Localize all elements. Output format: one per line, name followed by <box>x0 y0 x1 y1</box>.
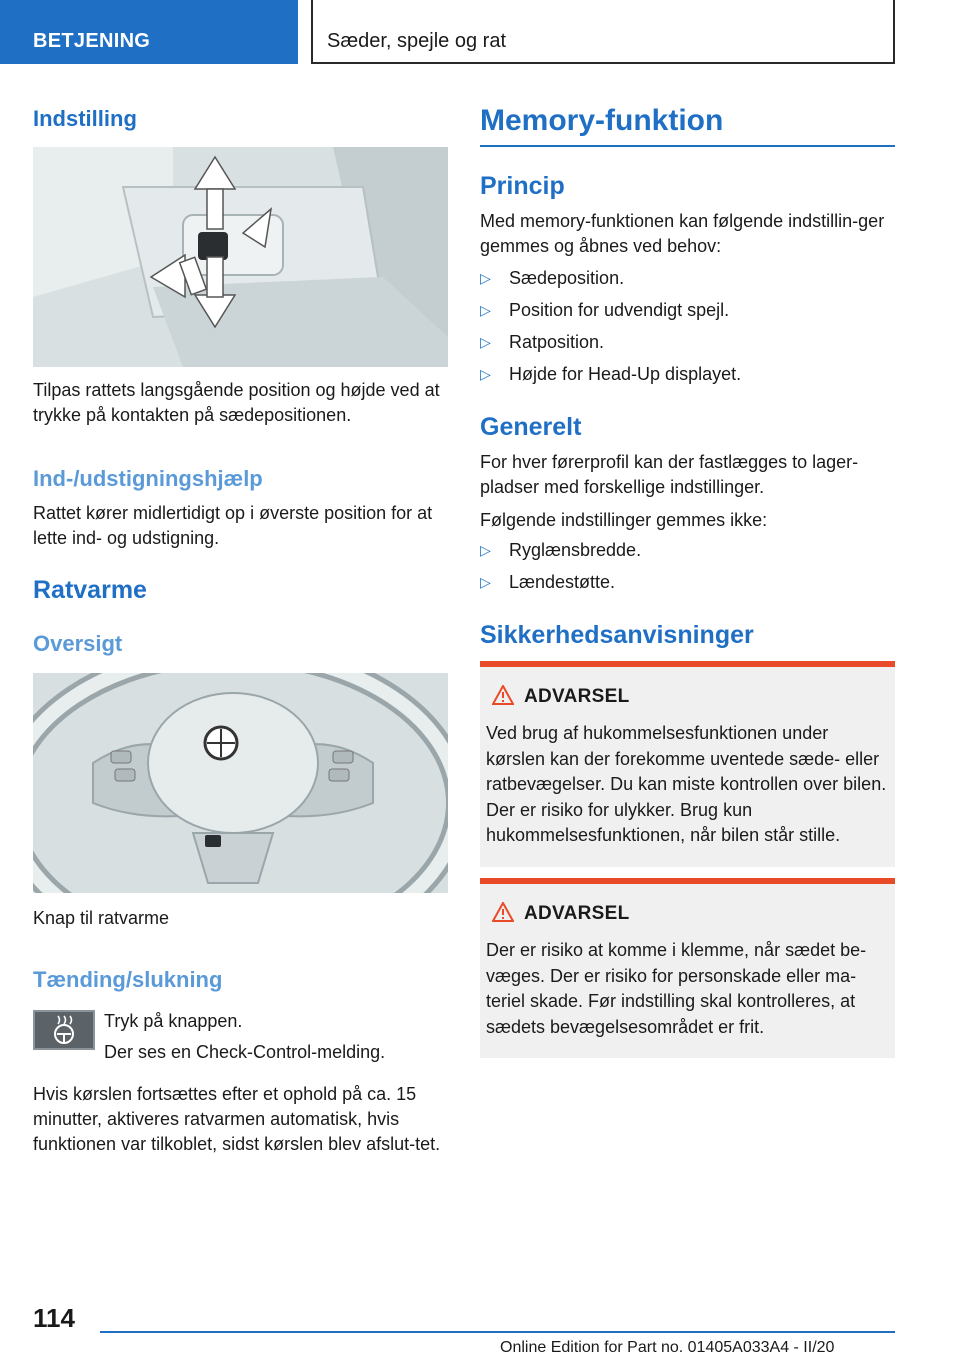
warning-title: ADVARSEL <box>492 685 630 708</box>
sikkerhed-heading: Sikkerhedsanvisninger <box>480 621 754 649</box>
warning-triangle-icon <box>492 902 514 922</box>
warning-box <box>480 878 895 1058</box>
taending-text: Hvis kørslen fortsættes efter et ophold på ca. 15 minutter, aktiveres ratvarmen automatisk, hvis funktionen var tilkoblet, sidst kørslen blev afslut-tet. <box>33 1084 441 1154</box>
steering-wheel-illustration <box>33 673 448 893</box>
oversigt-heading: Oversigt <box>33 631 123 656</box>
section-label: BETJENING <box>33 30 151 52</box>
list-item: ▷ Ryglænsbredde. <box>480 538 895 563</box>
list-item: ▷ Højde for Head-Up displayet. <box>480 362 895 387</box>
warning-title: ADVARSEL <box>492 902 630 925</box>
memory-heading: Memory-funktion <box>480 104 724 137</box>
steering-heat-icon <box>35 1012 93 1048</box>
generelt-text: For hver førerprofil kan der fastlægges to lager-pladser med forskellige indstillinger. <box>480 452 859 497</box>
taending-heading: Tænding/slukning <box>33 967 223 992</box>
ratvarme-heading: Ratvarme <box>33 576 147 604</box>
warning-box <box>480 661 895 867</box>
steering-adjust-photo <box>33 147 448 367</box>
triangle-bullet-icon: ▷ <box>480 302 491 318</box>
indstilling-heading: Indstilling <box>33 106 137 131</box>
triangle-bullet-icon: ▷ <box>480 366 491 382</box>
generelt-list <box>480 538 895 602</box>
footer-edition: Online Edition for Part no. 01405A033A4 - II/20 <box>500 1339 835 1356</box>
page-number: 114 <box>33 1303 75 1333</box>
triangle-bullet-icon: ▷ <box>480 334 491 350</box>
triangle-bullet-icon: ▷ <box>480 270 491 286</box>
chapter-label: Sæder, spejle og rat <box>327 30 506 52</box>
list-item: ▷ Ratposition. <box>480 330 895 355</box>
taending-step-1: Tryk på knappen. <box>104 1011 243 1031</box>
princip-heading: Princip <box>480 172 565 200</box>
indstilling-caption: Tilpas rattets langsgående position og højde ved at trykke på kontakten på sædepositionen. <box>33 380 440 425</box>
warning-triangle-icon <box>492 685 514 705</box>
generelt-text-2: Følgende indstillinger gemmes ikke: <box>480 510 768 530</box>
steering-heat-button[interactable] <box>33 1010 95 1050</box>
list-item: ▷ Sædeposition. <box>480 266 895 291</box>
ind-text: Rattet kører midlertidigt op i øverste position for at lette ind- og udstigning. <box>33 503 433 548</box>
memory-rule <box>480 145 895 147</box>
princip-list <box>480 266 895 394</box>
warning-text: Der er risiko at komme i klemme, når sædet be-væges. Der er risiko for personskade eller ma-teriel skade. Før indstilling skal kontrolleres, at sædets bevægelsesområdet er frit. <box>486 940 867 1037</box>
taending-step-2: Der ses en Check-Control-melding. <box>104 1042 386 1062</box>
steering-adjust-illustration <box>33 147 448 367</box>
section-tab <box>0 0 298 64</box>
warning-text: Ved brug af hukommelsesfunktionen under kørslen kan der forekomme uventede sæde- eller ratbevægelser. Du kan miste kontrollen over bilen. Der er risiko for ulykker. Brug kun hukommelsesfunktionen, når bilen står stille. <box>486 723 887 845</box>
oversigt-caption: Knap til ratvarme <box>33 908 170 928</box>
list-item: ▷ Position for udvendigt spejl. <box>480 298 895 323</box>
footer-rule <box>100 1331 895 1333</box>
steering-wheel-photo <box>33 673 448 893</box>
triangle-bullet-icon: ▷ <box>480 542 491 558</box>
ind-heading: Ind-/udstigningshjælp <box>33 466 263 491</box>
triangle-bullet-icon: ▷ <box>480 574 491 590</box>
list-item: ▷ Lændestøtte. <box>480 570 895 595</box>
generelt-heading: Generelt <box>480 413 582 441</box>
chapter-tab <box>311 0 895 64</box>
princip-text: Med memory-funktionen kan følgende indstillin-ger gemmes og åbnes ved behov: <box>480 211 885 256</box>
